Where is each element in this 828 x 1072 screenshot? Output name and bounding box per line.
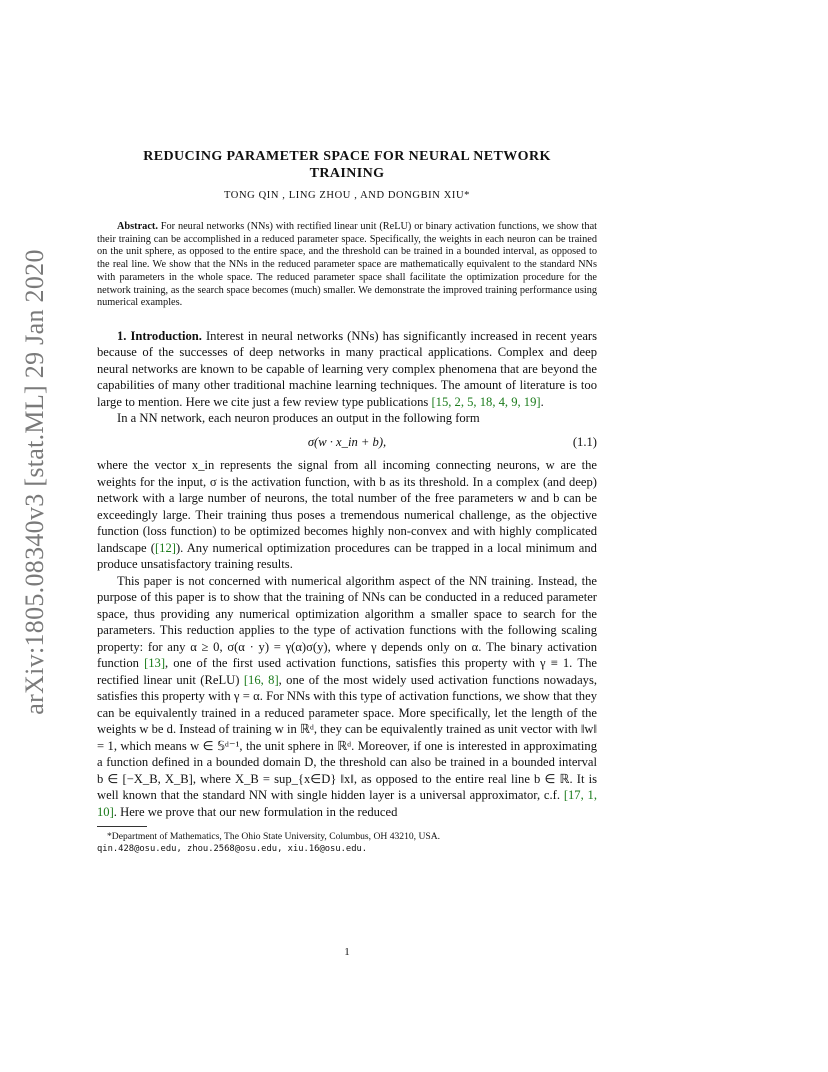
para4-text-a: This paper is not concerned with numerical algorithm aspect of the NN training. Instead, the purpose of this paper is to show that the training of NNs can be conducted in a reduced parameter space, thus providing any numerical optimization algorithm a smaller space to search for the parameters. This reduction applies to the type of activation functions with the following scaling property: for any α ≥ 0, σ(α · y) = γ(α)σ(y), where γ depends only on α. The binary activation function [97, 573, 597, 671]
abstract [97, 221, 597, 310]
para4-text-c: , one of the most widely used activation functions nowadays, satisfies this property with γ = α. For NNs with this type of activation functions, we show that they can be equivalently trained in a reduced parameter space. More specifically, let the length of the weights w be d. Instead of training w in ℝᵈ, they can be equivalently trained as unit vector with ‖w‖ = 1, which means w ∈ 𝕊ᵈ⁻¹, the unit sphere in ℝᵈ. Moreover, if one is interested in approximating a function defined in a bounded domain D, the threshold can also be trained in a bounded interval b ∈ [−X_B, X_B], where X_B = sup_{x∈D} ‖x‖, as opposed to the entire real line b ∈ ℝ. It is well known that the standard NN with single hidden layer is a universal approximator, c.f. [97, 672, 598, 803]
citation-link[interactable]: [12] [154, 540, 176, 555]
section-heading: 1. Introduction. [117, 328, 202, 343]
para3-text-a: where the vector x_in represents the signal from all incoming connecting neurons, w are the weights for the input, σ is the activation function, with b as its threshold. In a complex (and deep) network with a large number of neurons, the total number of the free parameters w and b can be exceedingly large. Their training thus poses a tremendous numerical challenge, as the objective function (loss function) to be optimized becomes highly non-convex and with highly complicated landscape ( [97, 458, 597, 555]
arxiv-sidebar-stamp [8, 249, 62, 715]
intro-paragraph-4 [97, 573, 597, 821]
equation-text: σ(w · x_in + b), [307, 434, 387, 449]
abstract-text: For neural networks (NNs) with rectified linear unit (ReLU) or binary activation functions, we show that their training can be accomplished in a reduced parameter space. Specifically, the weights in each neuron can be trained on the unit sphere, as opposed to the entire space, and the threshold can be trained in a bounded interval, as opposed to the real line. We show that the NNs in the reduced parameter space are mathematically equivalent to the standard NNs with parameters in the whole space. The reduced parameter space shall facilitate the optimization procedure for the network training, as the search space becomes (much) smaller. We demonstrate the improved training performance using numerical examples. [97, 221, 598, 309]
para4-text-b: , one of the first used activation functions, satisfies this property with γ ≡ 1. The rectified linear unit (ReLU) [97, 656, 597, 687]
intro-paragraph-2: In a NN network, each neuron produces an output in the following form [117, 411, 480, 426]
para4-text-d: . Here we prove that our new formulation in the reduced [113, 804, 398, 819]
intro-p1-text: Interest in neural networks (NNs) has significantly increased in recent years because of the successes of deep networks in many practical applications. Complex and deep neural networks are known to be capable of learning very complex phenomena that are beyond the capabilities of many other traditional machine learning techniques. The amount of literature is too large to mention. Here we cite just a few review type publications [97, 328, 598, 409]
footnote [97, 831, 597, 855]
citation-link[interactable]: [16, 8] [243, 672, 279, 687]
footnote-affiliation: *Department of Mathematics, The Ohio State University, Columbus, OH 43210, USA. [107, 831, 441, 843]
equation-number: (1.1) [572, 434, 597, 449]
paper-title [97, 148, 597, 182]
paper-page [97, 140, 598, 958]
intro-p1-end: . [540, 394, 544, 409]
intro-paragraph-3 [97, 457, 597, 573]
title-line-2: TRAINING [309, 166, 385, 181]
page-number: 1 [344, 946, 350, 958]
footnote-emails: qin.428@osu.edu, zhou.2568@osu.edu, xiu.16@osu.edu. [97, 844, 368, 855]
citation-link[interactable]: [13] [144, 656, 166, 671]
abstract-label: Abstract. [117, 221, 158, 232]
para3-text-b: ). Any numerical optimization procedures can be trapped in a local minimum and produce unsatisfactory training results. [97, 540, 597, 572]
intro-paragraph-1 [97, 328, 597, 411]
footnote-divider [97, 826, 147, 827]
title-line-1: REDUCING PARAMETER SPACE FOR NEURAL NETWORK [143, 149, 551, 164]
arxiv-id: arXiv:1805.08340v3 [stat.ML] 29 Jan 2020 [20, 249, 49, 715]
author-list: TONG QIN , LING ZHOU , AND DONGBIN XIU* [223, 190, 471, 201]
citation-link[interactable]: [17, 1, 10] [97, 788, 597, 819]
equation-1-1 [97, 434, 597, 451]
introduction-section [97, 328, 597, 821]
citation-link[interactable]: [15, 2, 5, 18, 4, 9, 19] [431, 394, 541, 409]
